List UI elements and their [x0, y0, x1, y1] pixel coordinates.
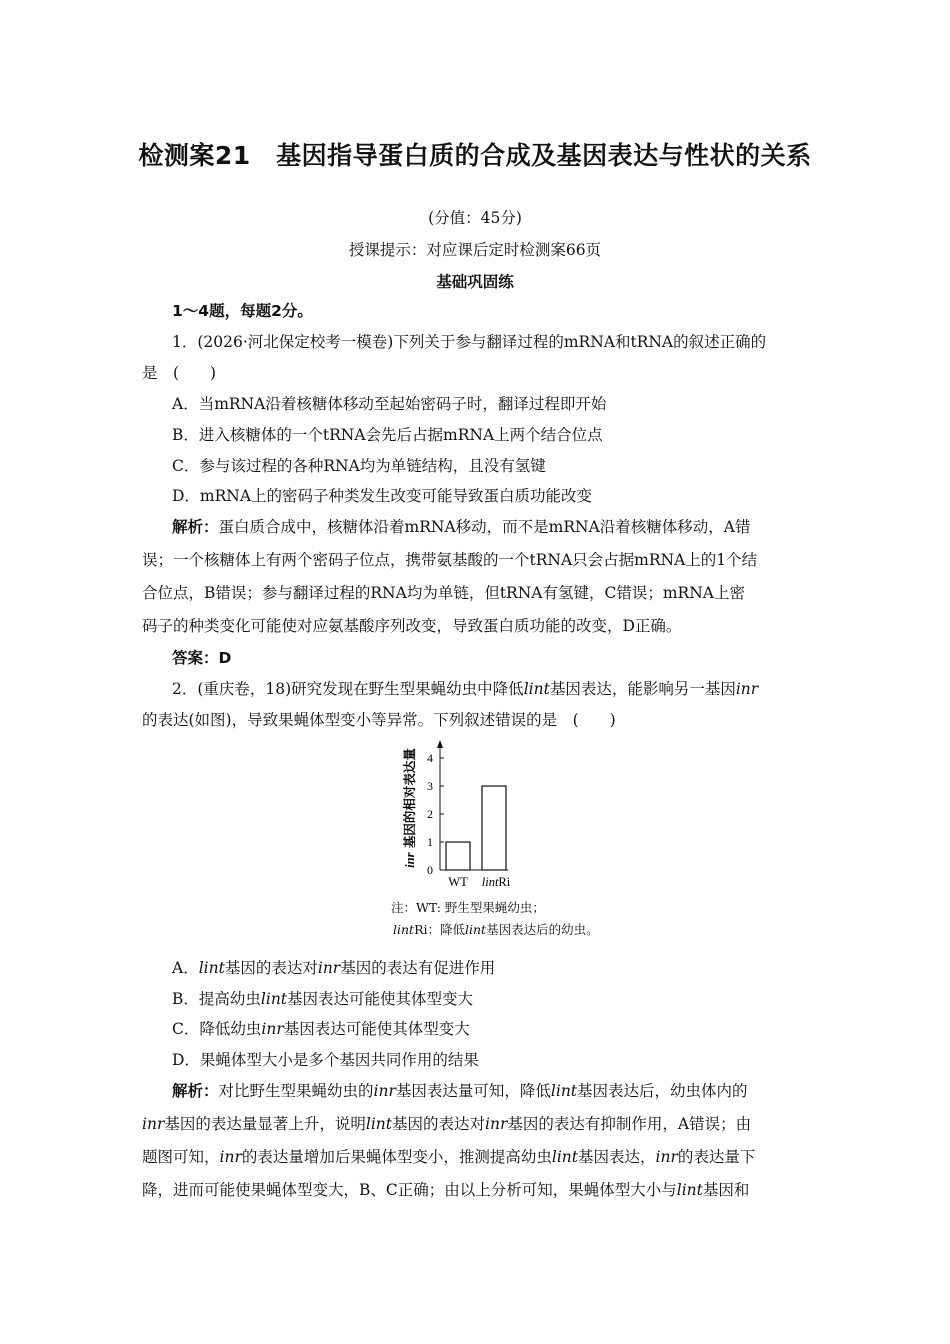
y-axis-arrow: [437, 740, 443, 748]
q2-stem-line2: 的表达(如图)，导致果蝇体型变小等异常。下列叙述错误的是 ( ): [142, 711, 616, 729]
q2-analysis-line1: 解析：对比野生型果蝇幼虫的inr基因表达量可知，降低lint基因表达后，幼虫体内的: [172, 1082, 748, 1100]
q2-stem-line1: 2．(重庆卷，18)研究发现在野生型果蝇幼虫中降低lint基因表达，能影响另一基因inr: [172, 680, 759, 698]
q1-option-d: D．mRNA上的密码子种类发生改变可能导致蛋白质功能改变: [172, 487, 593, 505]
score-line: (分值：45分): [428, 209, 522, 227]
q1-option-a: A．当mRNA沿着核糖体移动至起始密码子时，翻译过程即开始: [172, 395, 607, 413]
q1-analysis-line4: 码子的种类变化可能使对应氨基酸序列改变，导致蛋白质功能的改变，D正确。: [142, 617, 682, 635]
q1-analysis-line2: 误；一个核糖体上有两个密码子位点，携带氨基酸的一个tRNA只会占据mRNA上的1个结: [142, 551, 758, 569]
q2-option-b: B．提高幼虫lint基因表达可能使其体型变大: [172, 990, 474, 1008]
q1-answer: 答案：D: [172, 649, 232, 667]
section-heading: 基础巩固练: [436, 273, 514, 291]
chart-note-line1: 注：WT: 野生型果蝇幼虫；: [391, 900, 545, 915]
y-tick-label: 0: [427, 863, 433, 877]
chart-note-line2: lintRi：降低lint基因表达后的幼虫。: [393, 922, 599, 937]
y-tick-label: 1: [427, 835, 433, 849]
q2-option-a: A．lint基因的表达对inr基因的表达有促进作用: [172, 959, 496, 977]
y-tick-label: 2: [427, 807, 433, 821]
q2-option-d: D．果蝇体型大小是多个基因共同作用的结果: [172, 1051, 479, 1069]
y-axis-label: inr 基因的相对表达量: [402, 748, 417, 868]
y-tick-label: 4: [427, 751, 433, 765]
x-tick-label-lintri: lintRi: [481, 875, 511, 889]
points-note: 1～4题，每题2分。: [172, 302, 313, 320]
page-title: 检测案21 基因指导蛋白质的合成及基因表达与性状的关系: [138, 141, 812, 170]
x-tick-label-wt: WT: [448, 875, 468, 889]
q1-stem-line2: 是 ( ): [142, 364, 217, 382]
bar-lintRi: [482, 786, 506, 870]
teaching-hint: 授课提示：对应课后定时检测案66页: [348, 241, 602, 259]
analysis-label: 解析：: [172, 518, 219, 536]
q1-analysis-line1: [172, 515, 750, 537]
q1-stem-line1: 1．(2026·河北保定校考一模卷)下列关于参与翻译过程的mRNA和tRNA的叙述正确的: [172, 333, 767, 351]
q2-analysis-line3: 题图可知，inr的表达量增加后果蝇体型变小，推测提高幼虫lint基因表达，inr的表达量下: [142, 1148, 756, 1166]
y-tick-label: 3: [427, 779, 433, 793]
q1-option-c: C．参与该过程的各种RNA均为单链结构，且没有氢键: [172, 457, 546, 475]
bar-WT: [446, 842, 470, 870]
q1-analysis-line3: 合位点，B错误；参与翻译过程的RNA均为单链，但tRNA有氢键，C错误；mRNA上密: [142, 584, 745, 602]
analysis-text: 蛋白质合成中，核糖体沿着mRNA移动，而不是mRNA沿着核糖体移动，A错: [218, 518, 751, 536]
q2-analysis-line2: inr基因的表达量显著上升，说明lint基因的表达对inr基因的表达有抑制作用，A错误；由: [142, 1115, 752, 1133]
q2-option-c: C．降低幼虫inr基因表达可能使其体型变大: [172, 1020, 470, 1038]
q2-analysis-line4: 降，进而可能使果蝇体型变大，B、C正确；由以上分析可知，果蝇体型大小与lint基因和: [142, 1181, 750, 1199]
q1-option-b: B．进入核糖体的一个tRNA会先后占据mRNA上两个结合位点: [172, 426, 603, 444]
